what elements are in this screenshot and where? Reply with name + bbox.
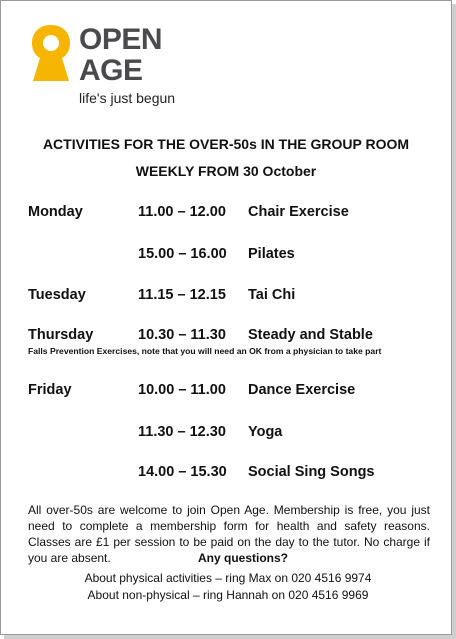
schedule-activity: Steady and Stable	[248, 327, 373, 343]
any-questions-heading: Any questions?	[198, 551, 289, 565]
membership-info: All over-50s are welcome to join Open Age. Membership is free, you just need to complete a membership form for health and safety reasons. Classes are £1 per session to be paid on the day to the tutor. No charge if you are absent.	[28, 503, 430, 565]
contact-nonphysical: About non-physical – ring Hannah on 020 4516 9969	[87, 588, 369, 602]
brand-tagline: life's just begun	[79, 90, 176, 106]
schedule-row	[0, 325, 452, 345]
schedule-time: 11.00 – 12.00	[138, 204, 226, 220]
schedule-row	[0, 462, 452, 482]
schedule-activity: Yoga	[248, 424, 283, 440]
contact-physical: About physical activities – ring Max on 020 4516 9974	[84, 571, 372, 585]
open-age-logo-icon	[31, 24, 71, 84]
schedule-time: 11.30 – 12.30	[138, 424, 226, 440]
schedule-activity: Chair Exercise	[248, 204, 349, 220]
page-subtitle: WEEKLY FROM 30 October	[135, 163, 317, 179]
schedule-activity: Tai Chi	[248, 287, 296, 303]
schedule-activity: Social Sing Songs	[248, 464, 375, 480]
schedule-row	[0, 244, 452, 264]
brand-name-line1: OPEN	[79, 23, 163, 56]
schedule-time: 15.00 – 16.00	[138, 246, 227, 262]
schedule-row	[0, 422, 452, 442]
page-shadow	[452, 4, 456, 639]
brand-name-line2: AGE	[79, 54, 143, 87]
page-shadow	[4, 635, 456, 639]
schedule-note: Falls Prevention Exercises, note that you will need an OK from a physician to take part	[28, 346, 382, 356]
schedule-activity: Dance Exercise	[248, 382, 356, 398]
schedule-day: Thursday	[28, 327, 94, 343]
schedule-time: 11.15 – 12.15	[138, 287, 226, 303]
schedule-activity: Pilates	[248, 246, 295, 262]
schedule-time: 14.00 – 15.30	[138, 464, 227, 480]
schedule-time: 10.30 – 11.30	[138, 327, 226, 343]
schedule-day: Monday	[28, 204, 83, 220]
schedule-day: Tuesday	[28, 287, 86, 303]
schedule-row	[0, 202, 452, 222]
schedule-day: Friday	[28, 382, 72, 398]
page-title: ACTIVITIES FOR THE OVER-50s IN THE GROUP ROOM	[42, 136, 410, 152]
schedule-time: 10.00 – 11.00	[138, 382, 226, 398]
schedule-row	[0, 380, 452, 400]
schedule-row	[0, 285, 452, 305]
